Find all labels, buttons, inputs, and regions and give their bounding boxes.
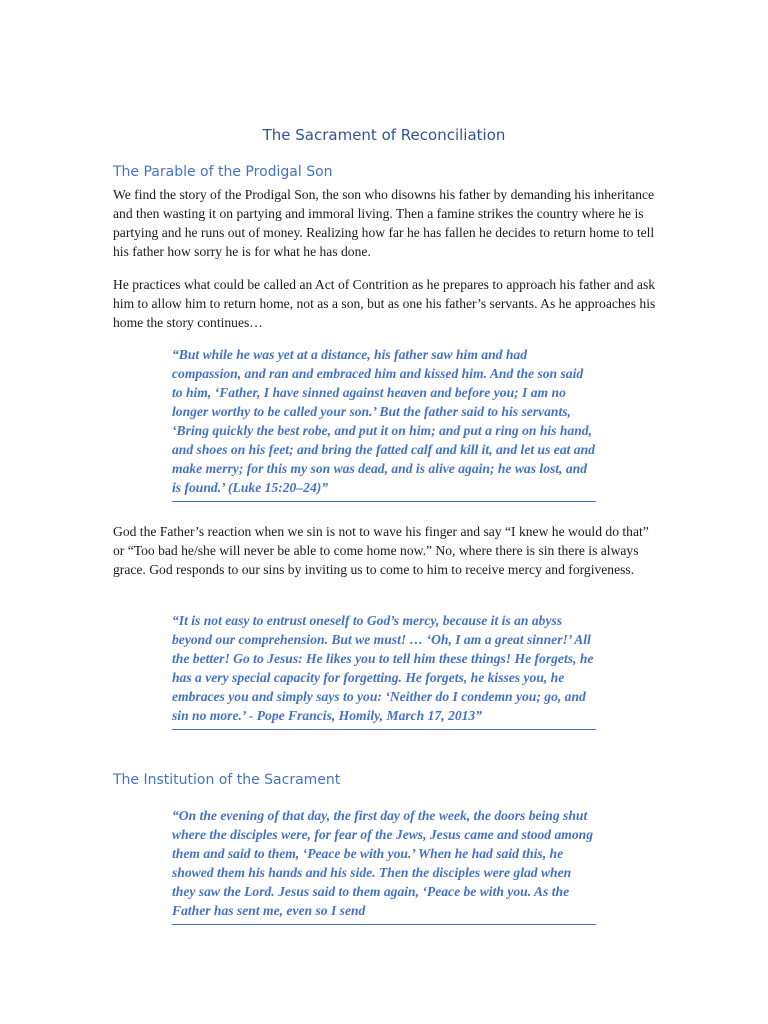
- document-title: The Sacrament of Reconciliation: [262, 126, 506, 144]
- body-paragraph-2: He practices what could be called an Act of Contrition as he prepares to approach his father and ask him to allow him to return home, not as a son, but as one his father’s servants. As he approaches his home the story continues…: [113, 277, 656, 330]
- block-quote-luke: “But while he was yet at a distance, his father saw him and had compassion, and ran and embraced him and kissed him. And the son said to him, ‘Father, I have sinned against heaven and before you; I am no longer worthy to be called your son.’ But the father said to his servants, ‘Bring quickly the best robe, and put it on him; and put a ring on his hand, and shoes on his feet; and bring the fatted calf and kill it, and let us eat and make merry; for this my son was dead, and is alive again; he was lost, and is found.’ (Luke 15:20–24)”: [172, 345, 596, 502]
- body-paragraph-3: God the Father’s reaction when we sin is not to wave his finger and say “I knew he would do that” or “Too bad he/she will never be able to come home now.” No, where there is sin there is always grace. God responds to our sins by inviting us to come to him to receive mercy and forgiveness.: [113, 524, 649, 577]
- body-paragraph-1: We find the story of the Prodigal Son, the son who disowns his father by demanding his inheritance and then wasting it on partying and immoral living. Then a famine strikes the country where he is partying and he runs out of money. Realizing how far he has fallen he decides to return home to tell his father how sorry he is for what he has done.: [113, 187, 655, 259]
- block-quote-pope-francis: “It is not easy to entrust oneself to God’s mercy, because it is an abyss beyond our comprehension. But we must! … ‘Oh, I am a great sinner!’ All the better! Go to Jesus: He likes you to tell him these things! He forgets, he has a very special capacity for forgetting. He forgets, he kisses you, he embraces you and simply says to you: ‘Neither do I condemn you; go, and sin no more.’ - Pope Francis, Homily, March 17, 2013”: [172, 611, 596, 730]
- block-quote-john: “On the evening of that day, the first day of the week, the doors being shut where the disciples were, for fear of the Jews, Jesus came and stood among them and said to them, ‘Peace be with you.’ When he had said this, he showed them his hands and his side. Then the disciples were glad when they saw the Lord. Jesus said to them again, ‘Peace be with you. As the Father has sent me, even so I send: [172, 806, 596, 925]
- section-heading-prodigal-son: The Parable of the Prodigal Son: [113, 164, 333, 180]
- section-heading-institution: The Institution of the Sacrament: [113, 772, 341, 788]
